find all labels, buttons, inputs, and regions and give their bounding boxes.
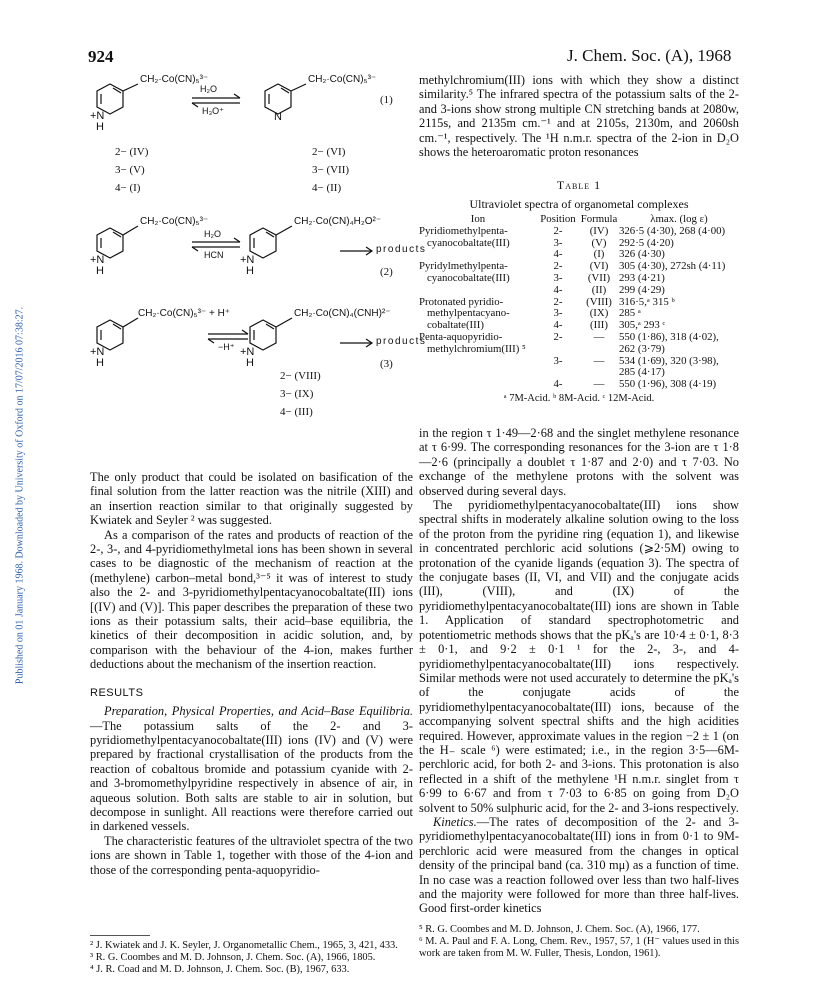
right-column-top — [419, 73, 739, 159]
formula-cell: (VIII) — [586, 295, 612, 308]
right-column-body — [419, 426, 739, 916]
table-row — [419, 379, 739, 391]
forward-reagent: H₂O — [200, 84, 217, 94]
isomer-label: 2− (IV) — [115, 146, 149, 158]
table-row — [419, 332, 739, 344]
ion-cell: Protonated pyridio- — [419, 295, 504, 308]
isomer-label: 3− (V) — [115, 164, 145, 176]
product-formula: CH₂·Co(CN)₅³⁻ — [308, 74, 377, 85]
ion-cell: Pyridylmethylpenta- — [419, 260, 508, 273]
ion-cell: Pyridiomethylpenta- — [419, 224, 508, 237]
ion-cell — [419, 379, 537, 391]
paragraph-title: Preparation, Physical Properties, and Acid–Base Equilibria. — [104, 704, 413, 719]
isomer-label: 2− (VIII) — [280, 370, 321, 382]
lambda-cell: 326 (4·30) — [619, 248, 665, 261]
lambda-cell: 293 (4·21) — [619, 271, 665, 284]
lambda-cell: 305,ᵃ 293 ᶜ — [619, 319, 666, 332]
ring-hydrogen-label: H — [246, 265, 254, 277]
position-cell: 4- — [553, 378, 563, 391]
ring-hydrogen-label: H — [246, 357, 254, 369]
product-formula: CH₂·Co(CN)₄H₂O²⁻ — [294, 216, 382, 227]
ion-cell: cyanocobaltate(III) — [427, 271, 510, 284]
ion-cell: cobaltate(III) — [427, 319, 484, 332]
table-row — [419, 356, 739, 368]
download-watermark — [10, 110, 26, 890]
footnote: ² J. Kwiatek and J. K. Seyler, J. Organometallic Chem., 1965, 3, 421, 433. — [90, 940, 398, 951]
reactant-formula: CH₂·Co(CN)₅³⁻ + H⁺ — [138, 308, 231, 319]
footnotes-right — [419, 924, 739, 960]
isomer-label: 4− (II) — [312, 182, 342, 194]
column-header: Formula — [580, 213, 618, 225]
table-row — [419, 226, 739, 238]
position-cell — [537, 344, 579, 356]
ion-cell: Penta-aquopyridio- — [419, 330, 503, 343]
isomer-label: 2− (VI) — [312, 146, 346, 158]
isomer-label: 3− (VII) — [312, 164, 350, 176]
equation-number: (2) — [380, 266, 393, 278]
formula-cell: — — [593, 354, 605, 367]
ring-nitrogen-label: +N — [240, 346, 255, 358]
ring-hydrogen-label: H — [96, 357, 104, 369]
table-footnote: ᵃ 7M-Acid. ᵇ 8M-Acid. ᶜ 12M-Acid. — [503, 392, 655, 404]
ring-nitrogen-label: +N — [240, 254, 255, 266]
lambda-cell: 550 (1·86), 318 (4·02), — [619, 330, 719, 343]
lambda-cell: 534 (1·69), 320 (3·98), — [619, 354, 719, 367]
equation-number: (3) — [380, 358, 393, 370]
lambda-cell: 285 (4·17) — [619, 366, 665, 379]
formula-cell: (V) — [591, 236, 607, 249]
table-label: Table 1 — [556, 178, 602, 192]
position-cell: 4- — [553, 283, 563, 296]
position-cell: 2- — [553, 260, 563, 273]
formula-cell: (III) — [590, 319, 608, 332]
ion-cell: cyanocobaltate(III) — [427, 236, 510, 249]
formula-cell — [579, 344, 619, 356]
products-label: products — [376, 336, 427, 347]
reactant-formula: CH₂·Co(CN)₅³⁻ — [140, 74, 209, 85]
formula-cell: (IX) — [589, 307, 609, 320]
ring-hydrogen-label: H — [96, 121, 104, 133]
paragraph: The characteristic features of the ultraviolet spectra of the two ions are shown in Table 1, together with those of the 4-ion and those of the corresponding penta-aquopyridio- — [90, 833, 413, 877]
download-watermark-text[interactable]: Published on 01 January 1968. Downloaded by University of Oxford on 17/07/2016 07:38:27. — [14, 306, 26, 685]
formula-cell: (VI) — [589, 260, 609, 273]
reverse-reagent: HCN — [204, 250, 224, 260]
table-1 — [419, 178, 739, 404]
ring-nitrogen-label: +N — [90, 110, 105, 122]
paragraph-body: —The potassium salts of the 2- and 3-pyridiomethylpentacyanocobaltate(III) ions (IV) and (V) were prepared by fractional crystallisation of the products from the reaction of cobaltous bromide and potassium cyanide with 2- and 3-bromomethylpyridine respectively in absence of air, in aqueous solution. Both salts are stable to air in solution, but decompose in sunlight. All reactions were therefore carried out in darkened vessels. — [90, 718, 413, 834]
footnote-rule — [90, 935, 150, 936]
reverse-reagent: H₃O⁺ — [202, 106, 224, 116]
section-heading: RESULTS — [90, 686, 144, 699]
formula-cell: — — [593, 330, 605, 343]
paragraph-title: Kinetics. — [433, 814, 477, 829]
left-column — [90, 470, 413, 877]
reaction-scheme — [80, 66, 427, 466]
paragraph: methylchromium(III) ions with which they show a distinct similarity.⁵ The infrared spectra of the potassium salts of the 2- and 3-ions show strong multiple CN stretching bands at 2080w, 2115s, and 2135m cm.⁻¹ and at 2105s, 2130m, and 2060sh cm.⁻¹, respectively. The ¹H n.m.r. spectra of the 2-ion in D₂O shows the heteroaromatic proton resonances — [419, 73, 739, 160]
position-cell: 4- — [553, 319, 563, 332]
position-cell: 3- — [553, 354, 563, 367]
position-cell: 4- — [553, 248, 563, 261]
equation-number: (1) — [380, 94, 393, 106]
paragraph-body: —The rates of decomposition of the 2- and 3-pyridiomethylpentacyanocobaltate(III) ions in from 0·1 to 9M-perchloric acid were measured from the changes in optical density of the principal band (ca. 310 mμ) as a function of time. In no case was a reaction followed over less than two half-lives and the majority were followed for more than three half-lives. Good first-order kinetics — [419, 814, 739, 916]
formula-cell: (II) — [591, 283, 607, 296]
lambda-cell: 550 (1·96), 308 (4·19) — [619, 378, 717, 391]
footnote: ⁴ J. R. Coad and M. D. Johnson, J. Chem. Soc. (B), 1967, 633. — [90, 964, 350, 975]
table-row — [419, 273, 739, 285]
ion-cell — [419, 367, 537, 379]
position-cell: 2- — [553, 295, 563, 308]
lambda-cell: 326·5 (4·30), 268 (4·00) — [619, 224, 726, 237]
ion-cell — [419, 356, 537, 368]
column-header: Position — [540, 213, 576, 225]
lambda-cell: 299 (4·29) — [619, 283, 665, 296]
paragraph: As a comparison of the rates and products of reaction of the 2-, 3-, and 4-pyridiomethylmetal ions has been shown in several cases to be diagnostic of the mechanism of reaction at the (methylene) carbon–metal bond,³⁻⁵ it was of interest to study also the 2- and 3-pyridiomethylpentacyanocobaltate(III) ions [(IV) and (V)]. This paper describes the preparation of these two ions as their potassium salts, their acid–base equilibria, the kinetics of their decomposition in acidic solution, and, by comparison with the behaviour of the 4-ion, makes further deductions about the mechanism of the insertion reaction. — [90, 527, 413, 672]
ring-hydrogen-label: H — [96, 265, 104, 277]
table-body — [419, 226, 739, 391]
isomer-label: 3− (IX) — [280, 388, 314, 400]
column-header: Ion — [470, 213, 486, 225]
table-row — [419, 285, 739, 297]
lambda-cell: 262 (3·79) — [619, 342, 665, 355]
paragraph: The pyridiomethylpentacyanocobaltate(III) ions show spectral shifts in moderately alkaline solution owing to the loss of the proton from the pyridine ring (equation 1), and likewise in concentrated perchloric acid solutions (⩾2·5M) owing to protonation of the cyanide ligands (equation 3). The spectra of the conjugate bases (II, VI, and VII) and the conjugate acids (III), (VIII), and (IX) of the pyridiomethylpentacyanocobaltate(III) ions are shown in Table 1. Application of standard spectrophotometric and potentiometric methods shows that the pKₐ's are 10·4 ± 0·1, 8·3 ± 0·1, and 9·2 ± 0·1 ¹ for the 2-, 3-, and 4-pyridiomethylpentacyanocobaltate(III) ions respectively. Similar methods were not used accurately to determine the pKₐ's of the conjugate acids of the pyridiomethylpentacyanocobaltate(III) ions, because of the accompanying solvent spectral shifts and the high acidities required. However, approximate values in the region −2 ± 1 (on the H₋ scale ⁶) were estimated; i.e., in the region 3·5—6M-perchloric acid, for both 2- and 3-ions. This protonation is also reflected in a shift of the methylene ¹H n.m.r. singlet from τ 6·99 to 6·67 and from τ 7·03 to 6·85 on going from D₂O solvent to 50% sulphuric acid, for the 2- and 3-ions respectively. — [419, 498, 739, 815]
formula-cell: — — [593, 378, 605, 391]
isomer-label: 4− (I) — [115, 182, 141, 194]
forward-reagent: H₂O — [204, 229, 221, 239]
formula-cell: (VII) — [587, 271, 611, 284]
table-row — [419, 238, 739, 250]
ion-cell: methylpentacyano- — [427, 307, 510, 320]
isomer-label: 4− (III) — [280, 406, 313, 418]
position-cell: 3- — [553, 307, 563, 320]
formula-cell: (IV) — [589, 224, 609, 237]
journal-header: J. Chem. Soc. (A), 1968 — [567, 46, 732, 65]
footnote: ⁶ M. A. Paul and F. A. Long, Chem. Rev., 1957, 57, 1 (H⁻ values used in this work are taken from M. W. Fuller, Thesis, London, 1961). — [419, 936, 739, 959]
column-header: λmax. (log ε) — [650, 213, 708, 225]
paragraph — [419, 815, 739, 916]
ion-cell: methylchromium(III) ⁵ — [427, 342, 526, 355]
ring-nitrogen-label: +N — [90, 346, 105, 358]
lambda-cell: 285 ᵃ — [619, 307, 641, 320]
lambda-cell: 305 (4·30), 272sh (4·11) — [619, 260, 726, 273]
ring-nitrogen-label: +N — [90, 254, 105, 266]
formula-cell: (I) — [593, 248, 605, 261]
product-formula: CH₂·Co(CN)₄(CNH)²⁻ — [294, 308, 391, 319]
position-cell: 3- — [553, 271, 563, 284]
lambda-cell: 316·5,ᵃ 315 ᵇ — [619, 295, 675, 308]
paragraph — [90, 704, 413, 834]
lambda-cell: 292·5 (4·20) — [619, 236, 674, 249]
reverse-reagent: −H⁺ — [218, 342, 235, 352]
products-label: products — [376, 244, 427, 255]
ion-cell — [419, 285, 537, 297]
footnote: ³ R. G. Coombes and M. D. Johnson, J. Chem. Soc. (A), 1966, 1805. — [90, 952, 376, 963]
table-row — [419, 344, 739, 356]
footnote: ⁵ R. G. Coombes and M. D. Johnson, J. Chem. Soc. (A), 1966, 177. — [419, 924, 700, 935]
paragraph: in the region τ 1·49—2·68 and the singlet methylene resonance at τ 6·99. The corresponding resonances for the 3-ion are τ 1·8—2·6 (principally a doublet τ 1·87 and 2·0) and τ 7·03. No exchange of the methylene protons with the solvent was observed during several days. — [419, 426, 739, 498]
ring-nitrogen-label: N — [274, 111, 282, 123]
footnotes-left — [90, 940, 413, 976]
table-caption: Ultraviolet spectra of organometal complexes — [469, 197, 689, 211]
page-number: 924 — [88, 47, 114, 66]
position-cell: 2- — [553, 224, 563, 237]
spectra-table — [419, 214, 739, 391]
reactant-formula: CH₂·Co(CN)₅³⁻ — [140, 216, 209, 227]
position-cell: 3- — [553, 236, 563, 249]
paragraph: The only product that could be isolated on basification of the final solution from the latter reaction was the nitrile (XIII) and an insertion reaction similar to that originally suggested by Kwiatek and Seyler ² was suggested. — [90, 470, 413, 528]
position-cell: 2- — [553, 330, 563, 343]
